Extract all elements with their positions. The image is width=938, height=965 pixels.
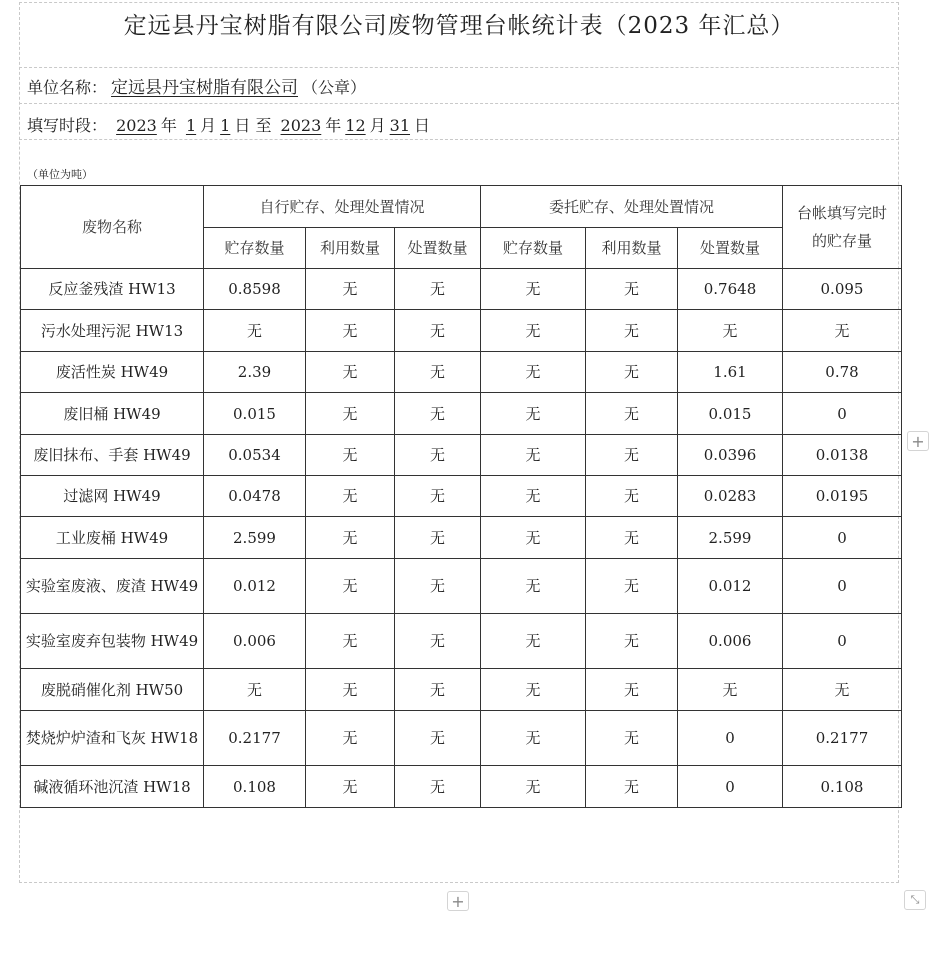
header-waste-name: 废物名称 [21, 186, 204, 269]
header-self-utilization: 利用数量 [306, 228, 395, 269]
value-cell: 无 [586, 393, 678, 435]
table-row [21, 711, 902, 766]
waste-name-cell: 废脱硝催化剂 HW50 [21, 669, 204, 711]
value-cell: 0 [678, 711, 783, 766]
waste-name-cell: 碱液循环池沉渣 HW18 [21, 766, 204, 808]
value-cell: 无 [204, 669, 306, 711]
unit-note: （单位为吨） [27, 168, 93, 181]
value-cell: 1.61 [678, 352, 783, 393]
value-cell: 0.8598 [204, 269, 306, 310]
value-cell: 无 [306, 559, 395, 614]
value-cell: 无 [586, 269, 678, 310]
value-cell: 无 [306, 711, 395, 766]
value-cell: 无 [481, 435, 586, 476]
table-row [21, 766, 902, 808]
day-char: 日 [414, 116, 431, 135]
value-cell: 无 [481, 614, 586, 669]
value-cell: 无 [481, 669, 586, 711]
to-char: 至 [255, 116, 272, 135]
value-cell: 0.0138 [783, 435, 902, 476]
end-year: 2023 [280, 116, 322, 135]
value-cell: 0 [783, 517, 902, 559]
waste-name-cell: 废旧抹布、手套 HW49 [21, 435, 204, 476]
value-cell: 无 [395, 476, 481, 517]
add-column-button[interactable]: + [907, 431, 929, 451]
value-cell: 无 [481, 393, 586, 435]
value-cell: 无 [395, 310, 481, 352]
waste-name-cell: 废活性炭 HW49 [21, 352, 204, 393]
value-cell: 无 [306, 766, 395, 808]
value-cell: 无 [306, 614, 395, 669]
page-title: 定远县丹宝树脂有限公司废物管理台帐统计表（2023 年汇总） [19, 2, 899, 68]
value-cell: 0.0534 [204, 435, 306, 476]
header-ledger-storage: 台帐填写完时的贮存量 [783, 186, 902, 269]
month-char: 月 [200, 116, 217, 135]
table-row [21, 559, 902, 614]
value-cell: 无 [586, 517, 678, 559]
waste-name-cell: 工业废桶 HW49 [21, 517, 204, 559]
table-row [21, 435, 902, 476]
value-cell: 无 [395, 435, 481, 476]
value-cell: 0.0283 [678, 476, 783, 517]
value-cell: 无 [395, 517, 481, 559]
year-char: 年 [160, 116, 177, 135]
value-cell: 无 [586, 559, 678, 614]
header-entrust-group: 委托贮存、处理处置情况 [481, 186, 783, 228]
company-name: 定远县丹宝树脂有限公司 [111, 78, 299, 98]
value-cell: 无 [586, 766, 678, 808]
value-cell: 无 [395, 352, 481, 393]
value-cell: 无 [586, 310, 678, 352]
waste-name-cell: 过滤网 HW49 [21, 476, 204, 517]
table-row [21, 269, 902, 310]
value-cell: 无 [481, 766, 586, 808]
value-cell: 2.599 [204, 517, 306, 559]
value-cell: 无 [395, 766, 481, 808]
value-cell: 无 [306, 669, 395, 711]
unit-name-line [19, 68, 899, 104]
value-cell: 无 [678, 310, 783, 352]
value-cell: 无 [306, 476, 395, 517]
value-cell: 无 [481, 476, 586, 517]
value-cell: 0.2177 [783, 711, 902, 766]
waste-name-cell: 焚烧炉炉渣和飞灰 HW18 [21, 711, 204, 766]
value-cell: 无 [481, 559, 586, 614]
start-year: 2023 [116, 116, 157, 135]
header-self-storage: 贮存数量 [204, 228, 306, 269]
table-row [21, 310, 902, 352]
value-cell: 0.015 [678, 393, 783, 435]
day-char: 日 [234, 116, 251, 135]
value-cell: 无 [306, 393, 395, 435]
value-cell: 无 [586, 614, 678, 669]
value-cell: 无 [481, 711, 586, 766]
value-cell: 0.0396 [678, 435, 783, 476]
value-cell: 0 [783, 614, 902, 669]
value-cell: 无 [586, 435, 678, 476]
value-cell: 无 [678, 669, 783, 711]
value-cell: 无 [306, 310, 395, 352]
value-cell: 无 [395, 614, 481, 669]
value-cell: 0.006 [204, 614, 306, 669]
period-line [19, 104, 899, 140]
seal-note: （公章） [302, 78, 367, 97]
value-cell: 0.015 [204, 393, 306, 435]
header-entrust-storage: 贮存数量 [481, 228, 586, 269]
end-day: 31 [389, 116, 411, 135]
value-cell: 无 [395, 559, 481, 614]
month-char: 月 [369, 116, 386, 135]
period-label: 填写时段： [27, 116, 108, 135]
table-row [21, 476, 902, 517]
value-cell: 0.0195 [783, 476, 902, 517]
value-cell: 无 [306, 352, 395, 393]
end-month: 12 [345, 116, 366, 135]
value-cell: 无 [481, 352, 586, 393]
value-cell: 无 [395, 393, 481, 435]
value-cell: 2.599 [678, 517, 783, 559]
value-cell: 无 [481, 269, 586, 310]
unit-name-label: 单位名称： [27, 78, 108, 97]
value-cell: 无 [586, 352, 678, 393]
year-char: 年 [325, 116, 342, 135]
value-cell: 0.0478 [204, 476, 306, 517]
header-self-group: 自行贮存、处理处置情况 [204, 186, 481, 228]
value-cell: 0.012 [204, 559, 306, 614]
value-cell: 0.78 [783, 352, 902, 393]
value-cell: 无 [783, 669, 902, 711]
start-day: 1 [220, 116, 231, 135]
value-cell: 无 [586, 669, 678, 711]
value-cell: 无 [481, 310, 586, 352]
value-cell: 无 [204, 310, 306, 352]
value-cell: 0.108 [783, 766, 902, 808]
value-cell: 0.2177 [204, 711, 306, 766]
value-cell: 无 [481, 517, 586, 559]
waste-name-cell: 废旧桶 HW49 [21, 393, 204, 435]
header-entrust-utilization: 利用数量 [586, 228, 678, 269]
table-row [21, 517, 902, 559]
value-cell: 2.39 [204, 352, 306, 393]
waste-name-cell: 污水处理污泥 HW13 [21, 310, 204, 352]
value-cell: 0.108 [204, 766, 306, 808]
waste-name-cell: 实验室废弃包装物 HW49 [21, 614, 204, 669]
value-cell: 无 [395, 669, 481, 711]
value-cell: 0.7648 [678, 269, 783, 310]
waste-ledger-table [20, 185, 902, 808]
value-cell: 0.006 [678, 614, 783, 669]
table-row [21, 352, 902, 393]
value-cell: 0 [678, 766, 783, 808]
add-row-button[interactable]: + [447, 891, 469, 911]
value-cell: 0.095 [783, 269, 902, 310]
value-cell: 无 [586, 711, 678, 766]
value-cell: 无 [395, 269, 481, 310]
header-entrust-disposal: 处置数量 [678, 228, 783, 269]
value-cell: 无 [306, 269, 395, 310]
header-self-disposal: 处置数量 [395, 228, 481, 269]
value-cell: 无 [306, 435, 395, 476]
table-row [21, 393, 902, 435]
table-row [21, 669, 902, 711]
value-cell: 0 [783, 559, 902, 614]
resize-icon[interactable]: ⤡ [904, 890, 926, 910]
waste-name-cell: 反应釜残渣 HW13 [21, 269, 204, 310]
value-cell: 无 [306, 517, 395, 559]
value-cell: 无 [586, 476, 678, 517]
value-cell: 无 [783, 310, 902, 352]
start-month: 1 [185, 116, 197, 135]
value-cell: 无 [395, 711, 481, 766]
value-cell: 0.012 [678, 559, 783, 614]
table-row [21, 614, 902, 669]
waste-name-cell: 实验室废液、废渣 HW49 [21, 559, 204, 614]
value-cell: 0 [783, 393, 902, 435]
